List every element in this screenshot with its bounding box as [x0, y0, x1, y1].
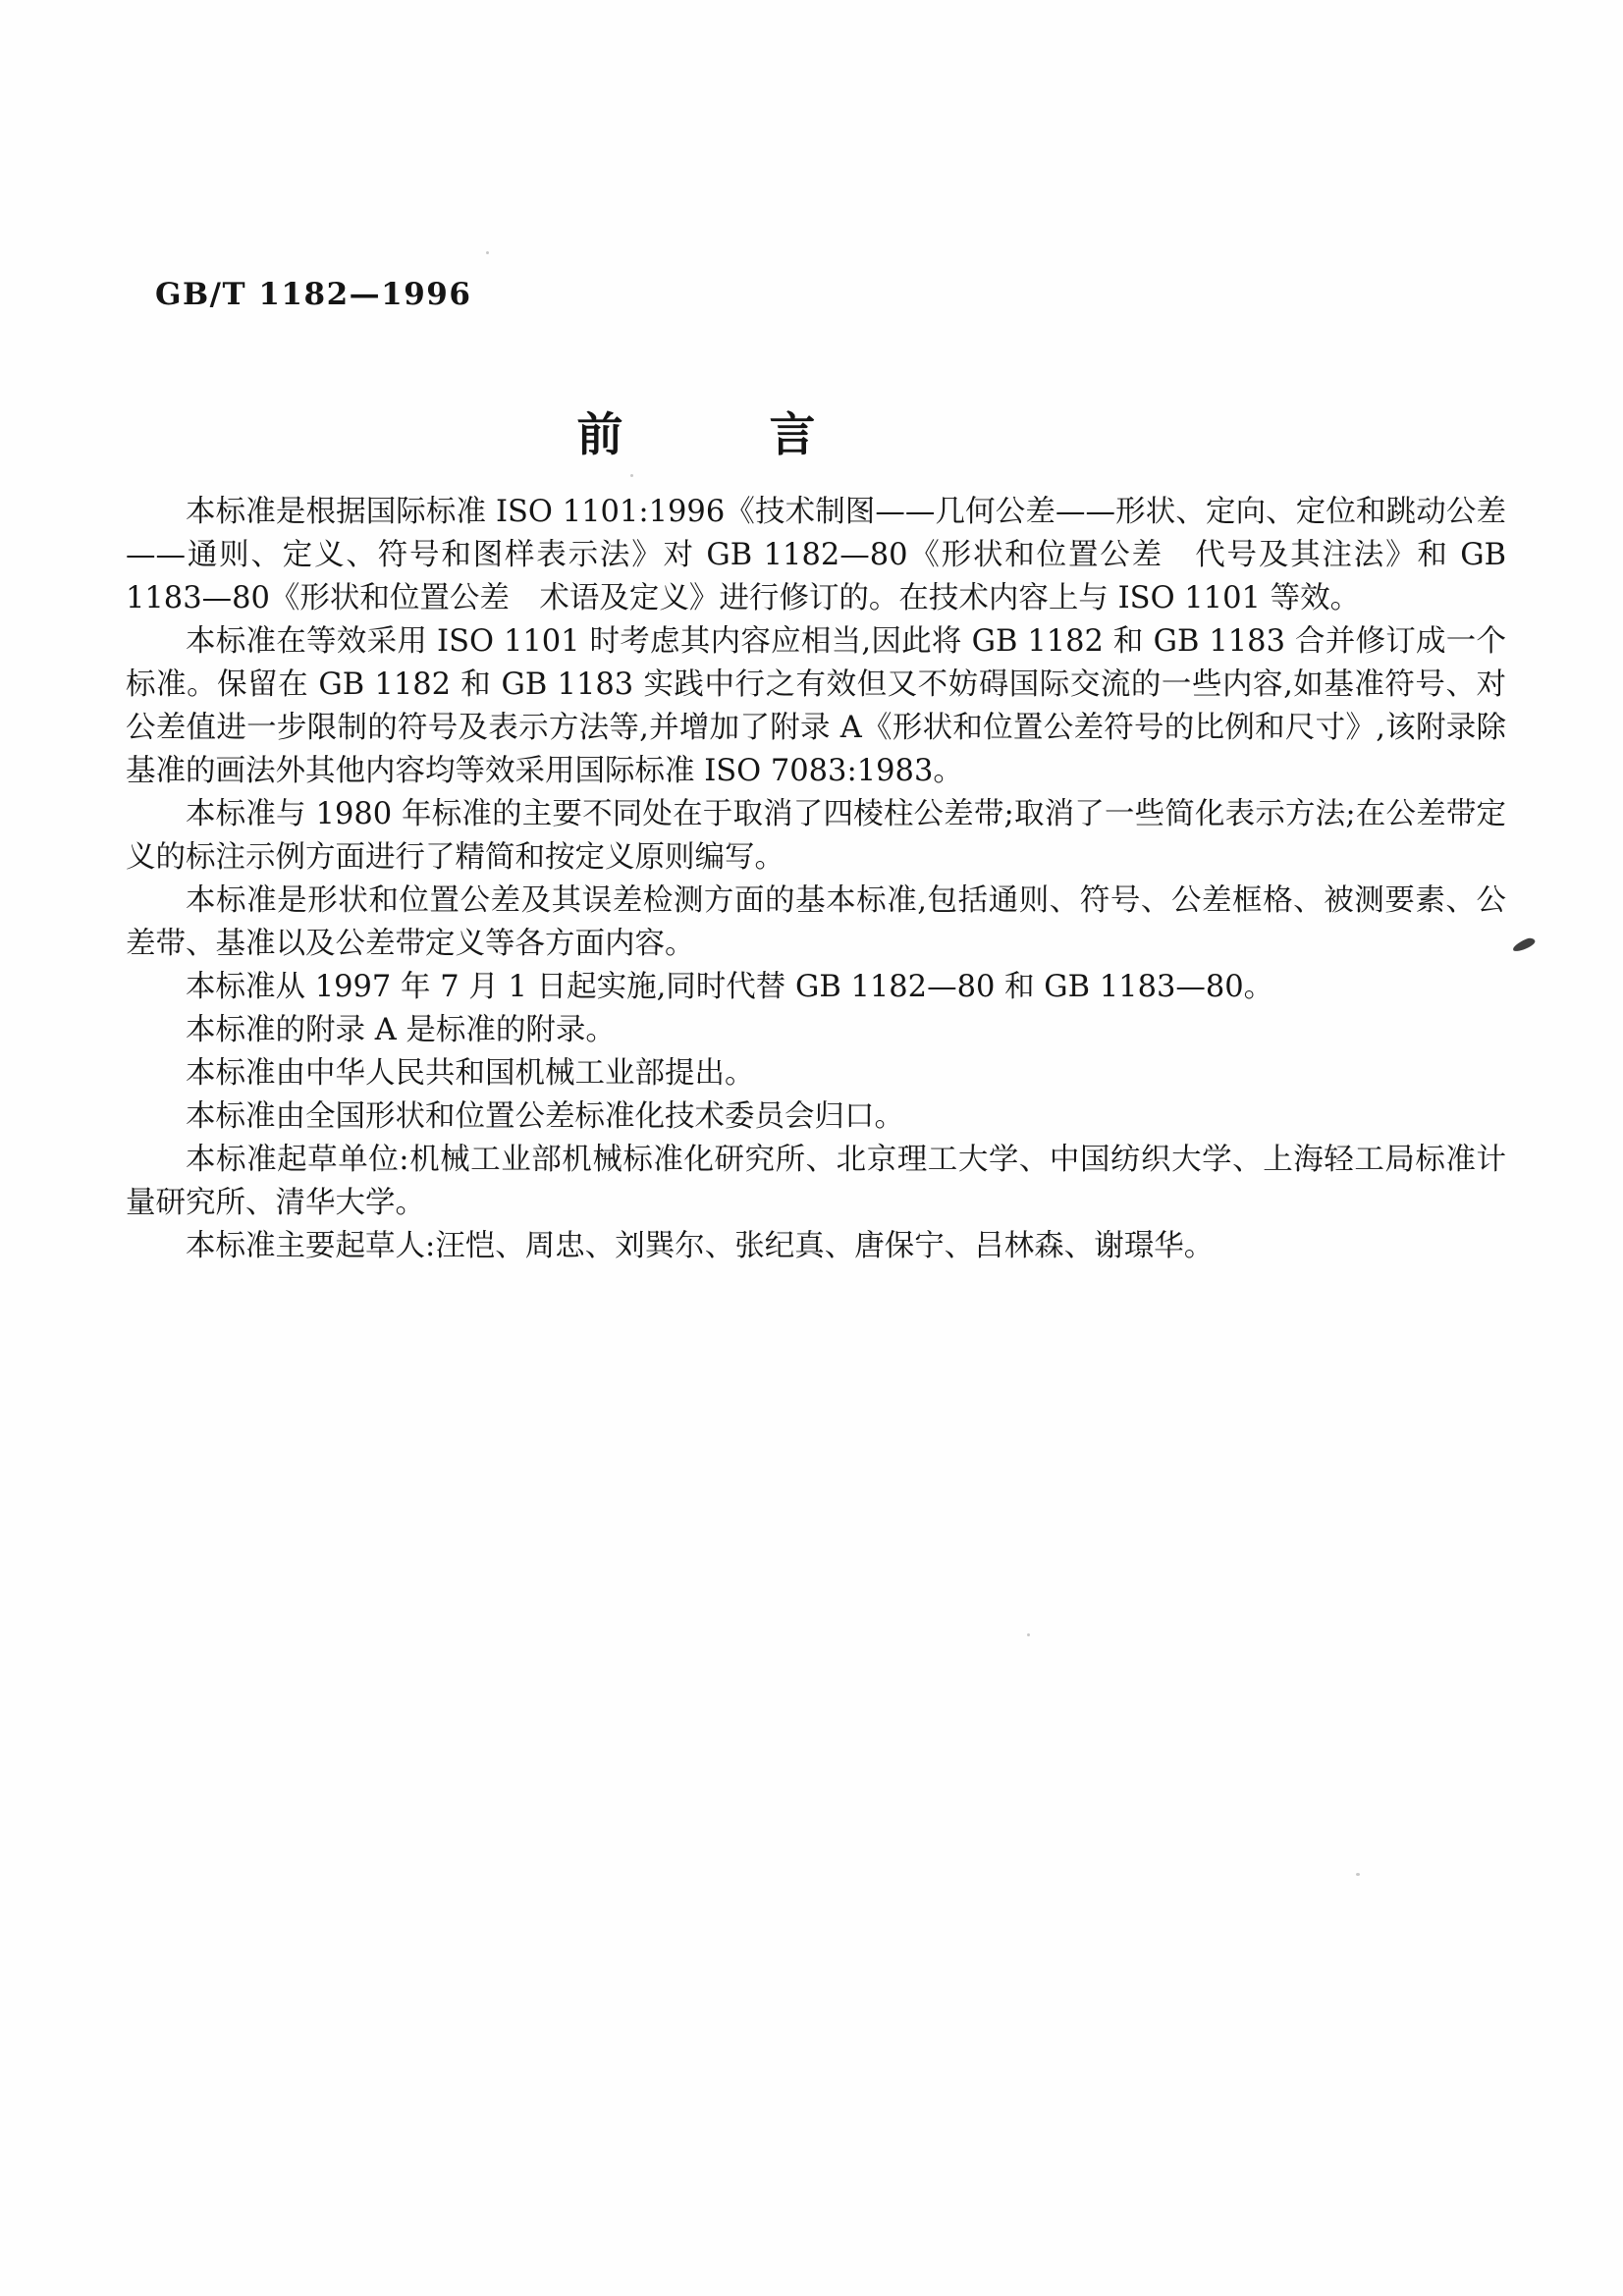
standard-code: GB/T 1182—1996 [155, 277, 472, 312]
paragraph: 本标准是根据国际标准 ISO 1101:1996《技术制图——几何公差——形状、定向、定位和跳动公差——通则、定义、符号和图样表示法》对 GB 1182—80《形状和位置公差 代号及其注法》和 GB 1183—80《形状和位置公差 术语及定义》进行修订的。在技术内容上与 ISO 1101 等效。 [126, 495, 1506, 615]
paragraph: 本标准主要起草人:汪恺、周忠、刘巽尔、张纪真、唐保宁、吕林森、谢璟华。 [186, 1229, 1215, 1263]
paragraph: 本标准从 1997 年 7 月 1 日起实施,同时代替 GB 1182—80 和 GB 1183—80。 [186, 970, 1274, 1004]
paragraph: 本标准在等效采用 ISO 1101 时考虑其内容应相当,因此将 GB 1182 和 GB 1183 合并修订成一个标准。保留在 GB 1182 和 GB 1183 实践中行之有效但又不妨碍国际交流的一些内容,如基准符号、对公差值进一步限制的符号及表示方法等,并增加了附录 A《形状和位置公差符号的比例和尺寸》,该附录除基准的画法外其他内容均等效采用国际标准 ISO 7083:1983。 [126, 624, 1506, 788]
paragraph: 本标准由中华人民共和国机械工业部提出。 [186, 1056, 755, 1091]
scan-speck [1356, 1873, 1360, 1876]
paragraph: 本标准起草单位:机械工业部机械标准化研究所、北京理工大学、中国纺织大学、上海轻工局标准计量研究所、清华大学。 [126, 1143, 1506, 1220]
page-title: 前 言 [576, 408, 818, 462]
pen-ink-mark [1511, 936, 1537, 953]
scan-speck [486, 251, 489, 254]
foreword-body [126, 491, 1506, 1268]
scan-speck [630, 474, 633, 477]
paragraph: 本标准是形状和位置公差及其误差检测方面的基本标准,包括通则、符号、公差框格、被测要素、公差带、基准以及公差带定义等各方面内容。 [126, 883, 1506, 961]
paragraph: 本标准与 1980 年标准的主要不同处在于取消了四棱柱公差带;取消了一些简化表示方法;在公差带定义的标注示例方面进行了精简和按定义原则编写。 [126, 797, 1506, 875]
scan-speck [1027, 1633, 1030, 1636]
paragraph: 本标准由全国形状和位置公差标准化技术委员会归口。 [186, 1099, 904, 1134]
paragraph: 本标准的附录 A 是标准的附录。 [186, 1013, 616, 1047]
